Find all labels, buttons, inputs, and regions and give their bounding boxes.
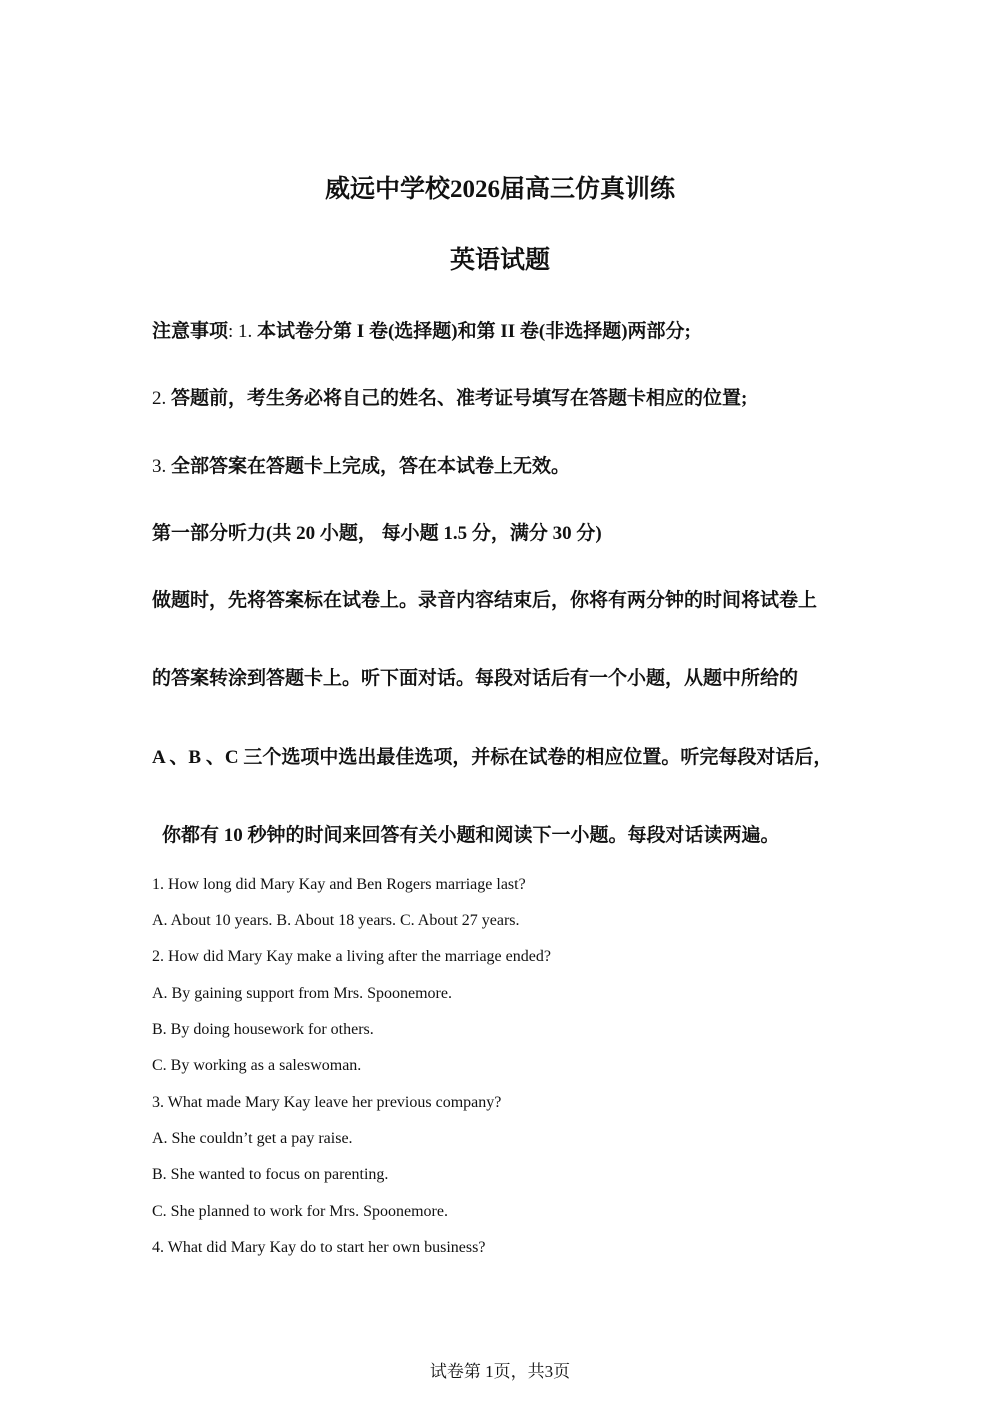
exam-subtitle: 英语试题	[449, 247, 550, 274]
section-heading: 第一部分听力(共 20 小题， 每小题 1.5 分，满分 30 分)	[152, 523, 602, 544]
notice-line-3	[152, 451, 872, 478]
question-3-option-c: C. She planned to work for Mrs. Spoonemore.	[152, 1203, 448, 1220]
exam-title: 威远中学校2026届高三仿真训练	[324, 176, 675, 203]
page-footer: 试卷第 1页，共3页	[429, 1362, 571, 1381]
notice-item-1: 本试卷分第 I 卷(选择题)和第 II 卷(非选择题)两部分;	[257, 321, 691, 342]
notice-line-2	[152, 383, 872, 410]
question-2-option-a: A. By gaining support from Mrs. Spoonemore.	[152, 985, 452, 1002]
question-3: 3. What made Mary Kay leave her previous company?	[152, 1094, 502, 1111]
instruction-line-4: 你都有 10 秒钟的时间来回答有关小题和阅读下一小题。每段对话读两遍。	[162, 825, 780, 846]
notice-separator: :	[228, 321, 234, 342]
instruction-line-3: A 、B 、C 三个选项中选出最佳选项，并标在试卷的相应位置。听完每段对话后，	[152, 747, 833, 768]
notice-item-2: 答题前，考生务必将自己的姓名、准考证号填写在答题卡相应的位置;	[171, 388, 748, 409]
notice-number-1: 1.	[238, 321, 253, 342]
question-2-option-b: B. By doing housework for others.	[152, 1021, 374, 1038]
notice-number-2: 2.	[152, 388, 167, 409]
notice-number-3: 3.	[152, 456, 167, 477]
question-2-option-c: C. By working as a saleswoman.	[152, 1057, 362, 1074]
question-3-option-a: A. She couldn’t get a pay raise.	[152, 1130, 353, 1147]
question-1-options: A. About 10 years. B. About 18 years. C. About 27 years.	[152, 912, 520, 929]
question-4: 4. What did Mary Kay do to start her own business?	[152, 1239, 486, 1256]
question-2: 2. How did Mary Kay make a living after the marriage ended?	[152, 948, 551, 965]
notice-item-3: 全部答案在答题卡上完成，答在本试卷上无效。	[171, 456, 571, 477]
notice-label: 注意事项	[152, 321, 229, 342]
question-3-option-b: B. She wanted to focus on parenting.	[152, 1166, 389, 1183]
instruction-line-1: 做题时，先将答案标在试卷上。录音内容结束后，你将有两分钟的时间将试卷上	[152, 590, 818, 611]
notice-line-1	[152, 316, 872, 343]
question-1: 1. How long did Mary Kay and Ben Rogers marriage last?	[152, 876, 526, 893]
instruction-line-2: 的答案转涂到答题卡上。听下面对话。每段对话后有一个小题，从题中所给的	[152, 668, 799, 689]
